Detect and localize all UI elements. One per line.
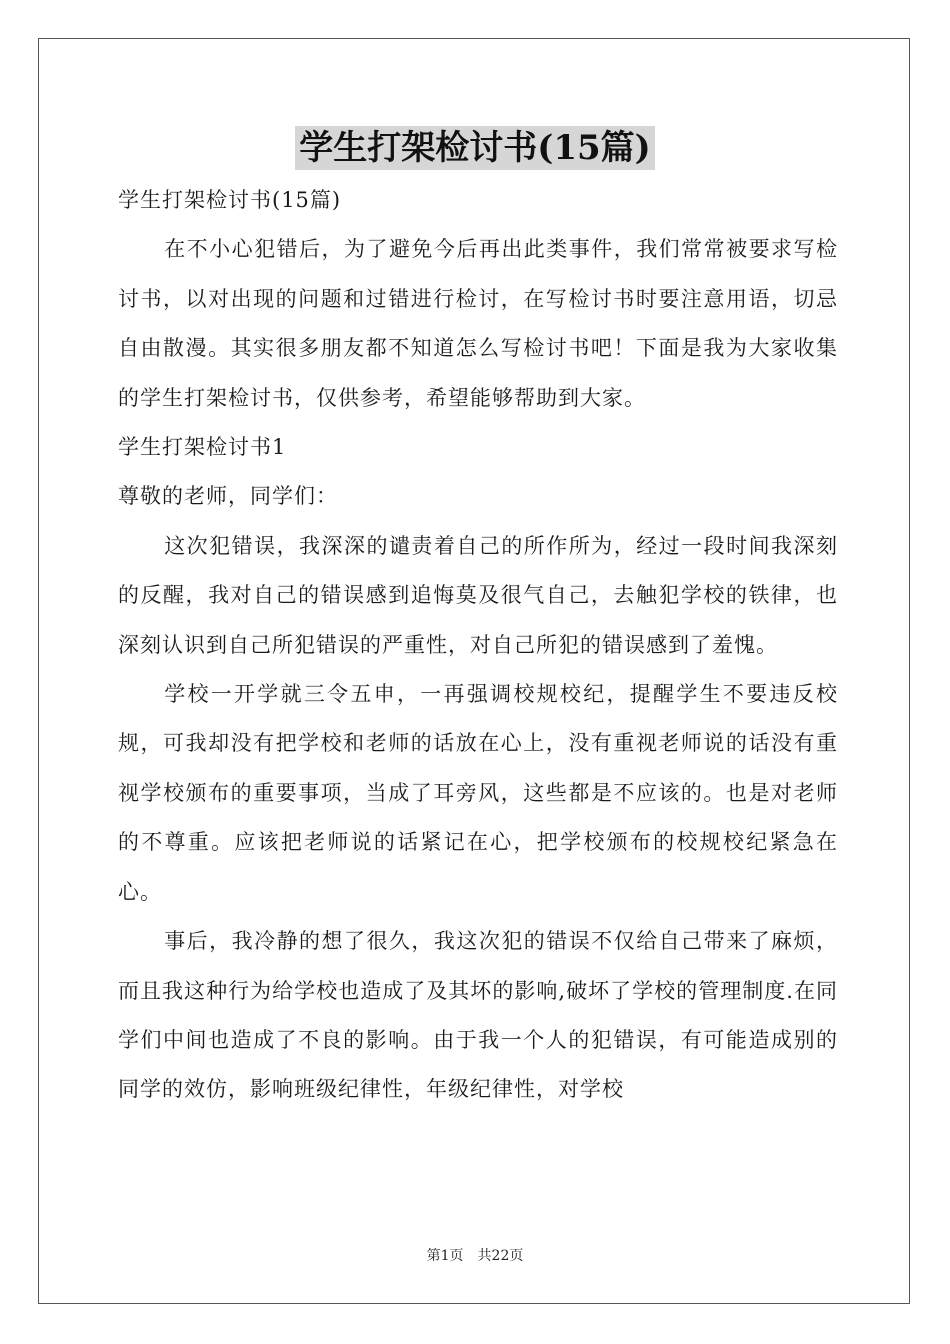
- paragraph-2: 学生打架检讨书1: [118, 435, 287, 460]
- paragraph-1: 在不小心犯错后，为了避免今后再出此类事件，我们常常被要求写检讨书，以对出现的问题和过错进行检讨，在写检讨书时要注意用语，切忌自由散漫。其实很多朋友都不知道怎么写检讨书吧！下面是我为大家收集的学生打架检讨书，仅供参考，希望能够帮助到大家。: [118, 237, 838, 410]
- paragraph-5: 学校一开学就三令五申，一再强调校规校纪，提醒学生不要违反校规，可我却没有把学校和老师的话放在心上，没有重视老师说的话没有重视学校颁布的重要事项，当成了耳旁风，这些都是不应该的。也是对老师的不尊重。应该把老师说的话紧记在心，把学校颁布的校规校纪紧急在心。: [118, 682, 838, 904]
- page-number: 第1页: [426, 1248, 464, 1264]
- paragraph-4: 这次犯错误，我深深的谴责着自己的所作所为，经过一段时间我深刻的反醒，我对自己的错误感到追悔莫及很气自己，去触犯学校的铁律，也深刻认识到自己所犯错误的严重性，对自己所犯的错误感到了羞愧。: [118, 533, 838, 657]
- page-footer: [0, 1245, 950, 1265]
- document-title: 学生打架检讨书(15篇): [295, 126, 655, 170]
- paragraph-0: 学生打架检讨书(15篇): [118, 188, 342, 212]
- page-total: 共22页: [477, 1248, 524, 1264]
- title-container: [0, 126, 950, 170]
- document-body: [118, 176, 838, 1115]
- paragraph-3: 尊敬的老师，同学们：: [118, 484, 338, 509]
- paragraph-6: 事后，我冷静的想了很久，我这次犯的错误不仅给自己带来了麻烦，而且我这种行为给学校也造成了及其坏的影响,破坏了学校的管理制度.在同学们中间也造成了不良的影响。由于我一个人的犯错误，有可能造成别的同学的效仿，影响班级纪律性，年级纪律性，对学校: [118, 929, 838, 1102]
